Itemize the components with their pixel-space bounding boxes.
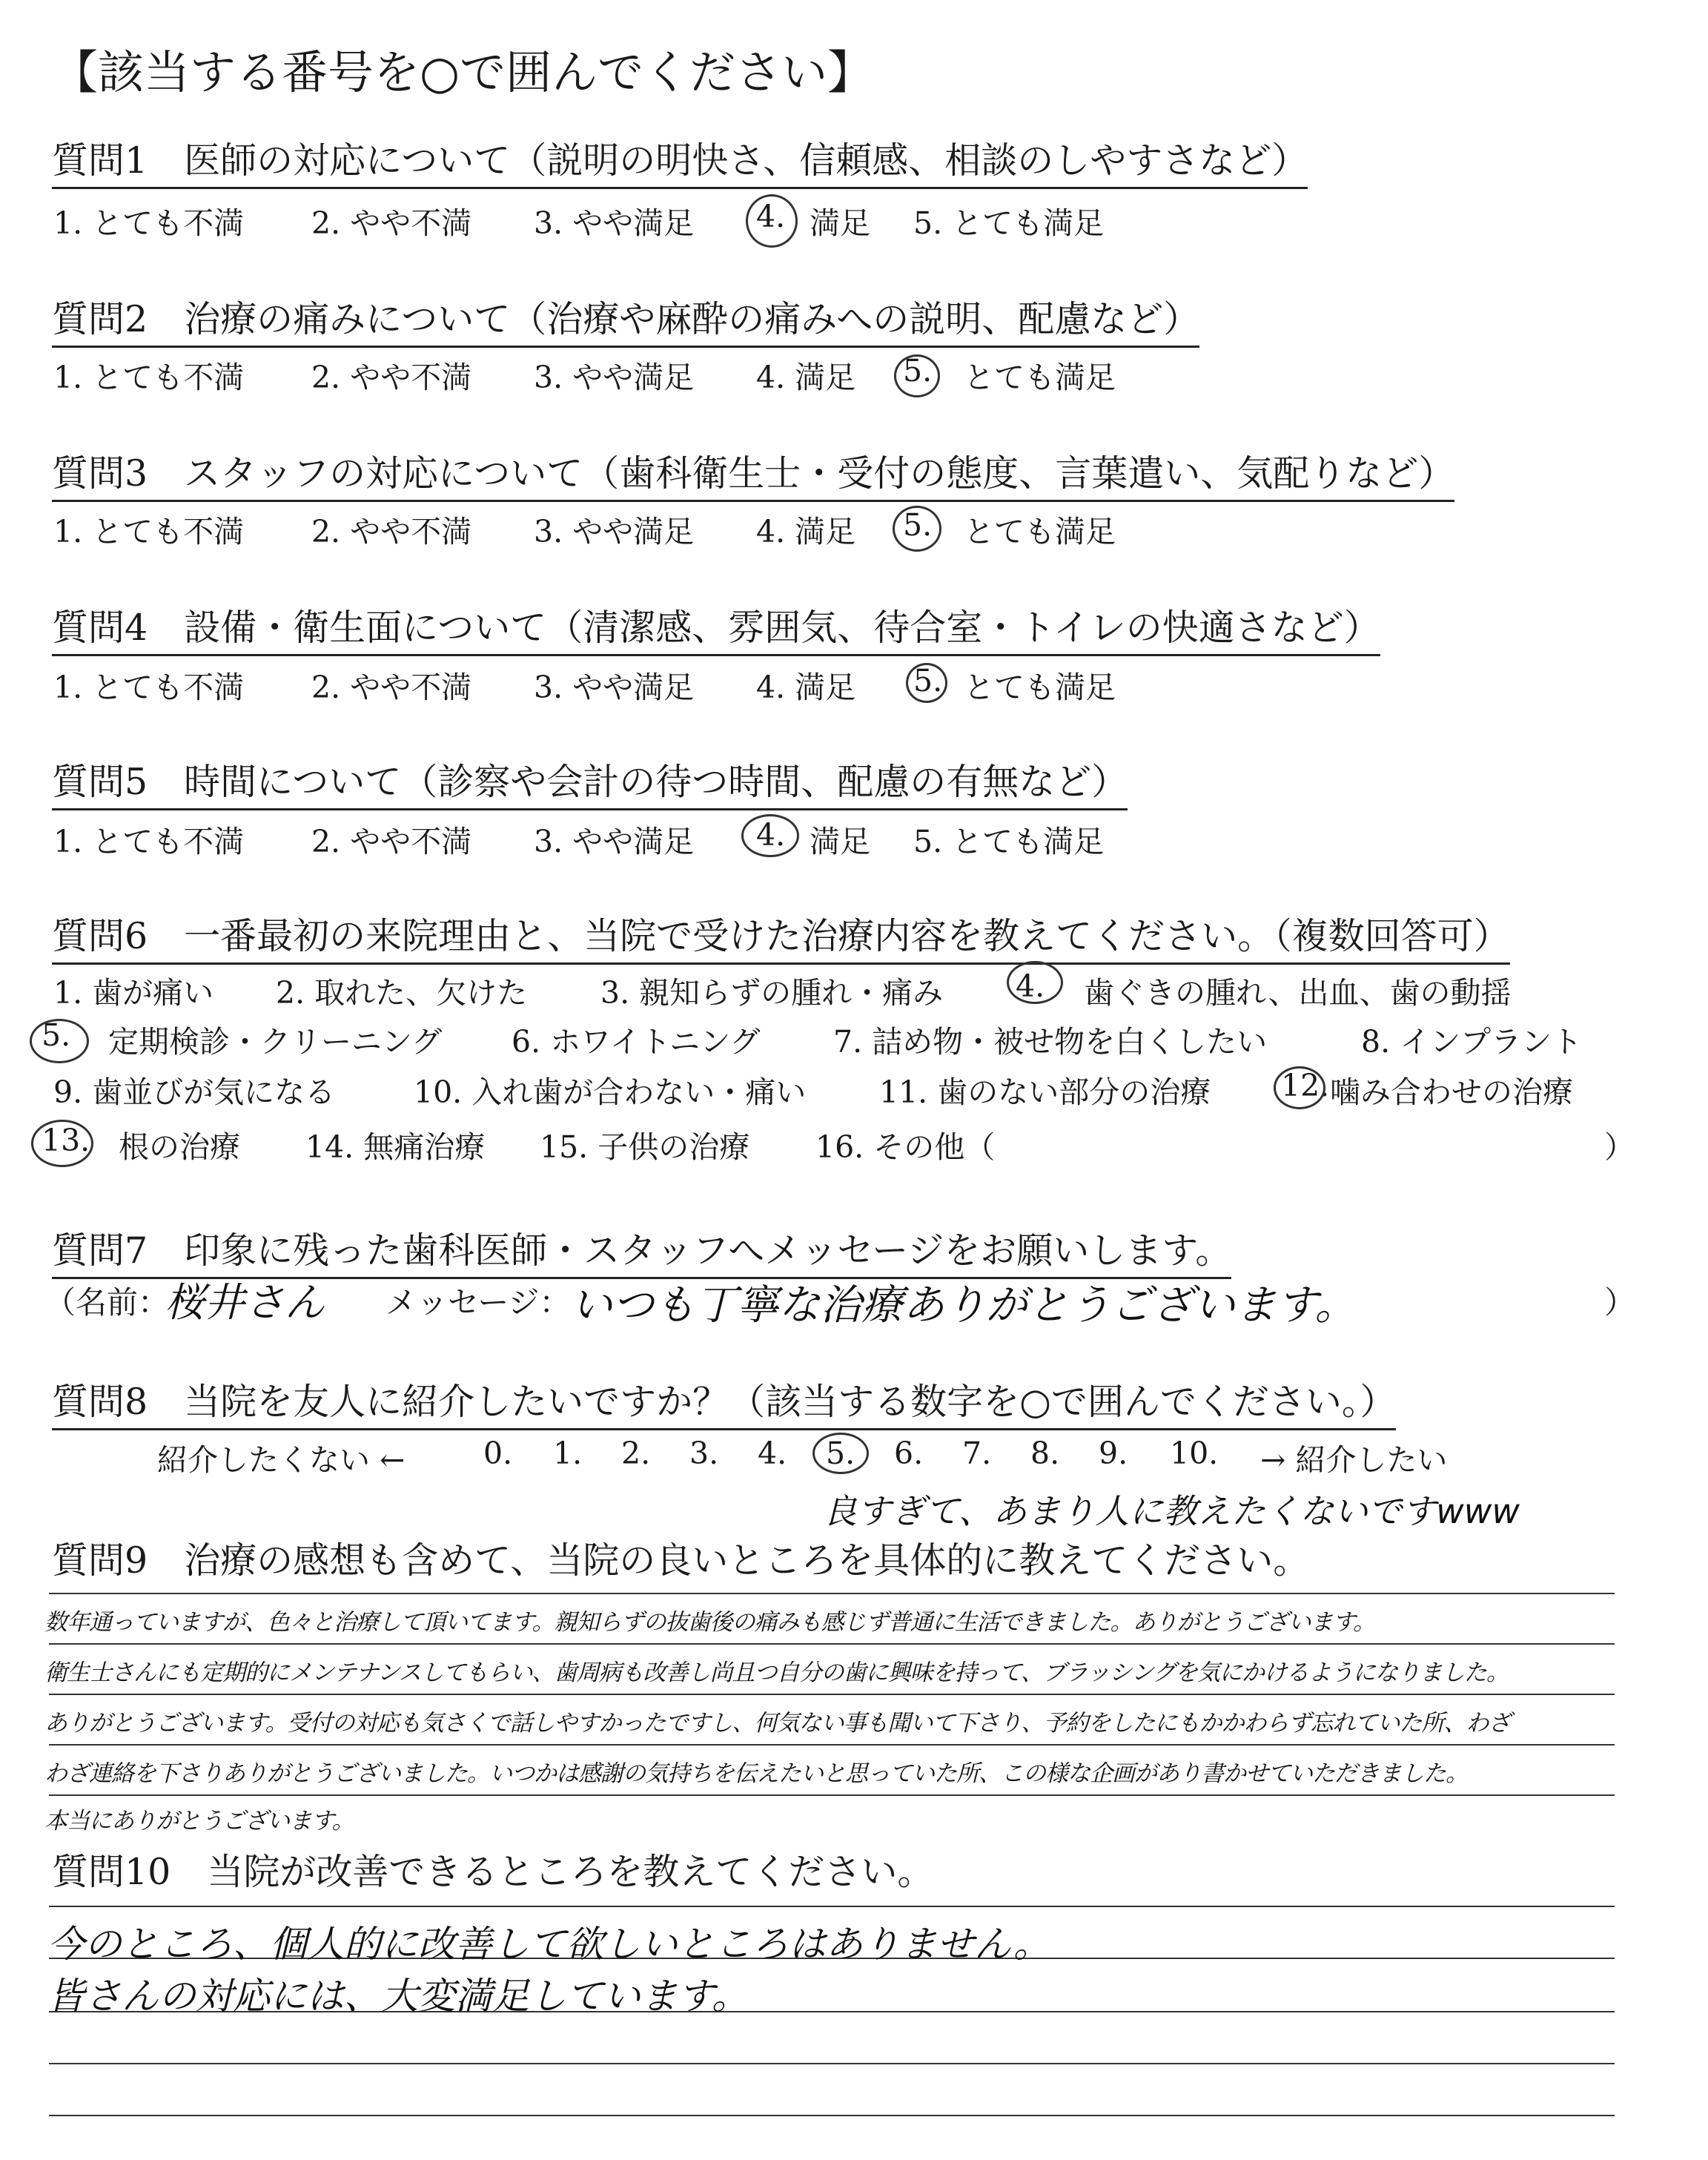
q6-option-13-label: 根の治療 xyxy=(119,1129,240,1165)
q1-option-5[interactable]: 5. とても満足 xyxy=(913,205,1105,241)
q3-option-5[interactable]: 5. xyxy=(903,507,933,543)
q8-score-8[interactable]: 8. xyxy=(1030,1436,1060,1471)
q6-option-9[interactable]: 9. 歯並びが気になる xyxy=(53,1074,336,1110)
q4-option-2[interactable]: 2. やや不満 xyxy=(311,670,472,705)
q9-answer-line-2[interactable]: 衛生士さんにも定期的にメンテナンスしてもらい、歯周病も改善し尚且つ自分の歯に興味を持って、ブラッシングを気にかけるようになりました。 xyxy=(44,1659,1509,1686)
q8-score-0[interactable]: 0. xyxy=(483,1436,513,1471)
q7-name-value[interactable]: 桜井さん xyxy=(165,1279,325,1326)
q1-heading: 質問1 医師の対応について（説明の明快さ、信頼感、相談のしやすさなど） xyxy=(52,132,1308,189)
q5-option-2[interactable]: 2. やや不満 xyxy=(311,824,472,859)
q6-option-10[interactable]: 10. 入れ歯が合わない・痛い xyxy=(414,1074,807,1110)
q4-selection-circle xyxy=(906,663,947,703)
q7-heading: 質問7 印象に残った歯科医師・スタッフへメッセージをお願いします。 xyxy=(52,1222,1231,1279)
q5-option-5[interactable]: 5. とても満足 xyxy=(913,824,1105,859)
q2-option-5-label: とても満足 xyxy=(964,360,1116,395)
q10-heading: 質問10 当院が改善できるところを教えてください。 xyxy=(52,1851,934,1893)
q9-rule-3 xyxy=(49,1694,1615,1695)
q3-option-1[interactable]: 1. とても不満 xyxy=(53,514,245,549)
q1-option-2[interactable]: 2. やや不満 xyxy=(311,205,472,241)
q6-selection-circle-12 xyxy=(1274,1066,1325,1109)
q6-option-5-label: 定期検診・クリーニング xyxy=(108,1024,443,1060)
q2-option-1[interactable]: 1. とても不満 xyxy=(53,360,245,395)
q9-rule-1 xyxy=(49,1593,1615,1594)
q9-rule-4 xyxy=(49,1744,1615,1745)
q1-option-1[interactable]: 1. とても不満 xyxy=(53,205,245,241)
q9-answer-line-4[interactable]: わざ連絡を下さりありがとうございました。いつかは感謝の気持ちを伝えたいと思っていた所、この様な企画があり書かせていただきました。 xyxy=(44,1760,1468,1787)
q5-selection-circle xyxy=(741,814,799,857)
q4-heading: 質問4 設備・衛生面について（清潔感、雰囲気、待合室・トイレの快適さなど） xyxy=(52,599,1380,656)
q4-option-5[interactable]: 5. xyxy=(913,663,943,698)
q8-score-1[interactable]: 1. xyxy=(553,1436,583,1471)
q10-answer-line-2[interactable]: 皆さんの対応には、大変満足しています。 xyxy=(47,1975,749,2018)
q2-option-2[interactable]: 2. やや不満 xyxy=(311,360,472,395)
q10-rule-5 xyxy=(49,2115,1615,2116)
q6-heading: 質問6 一番最初の来院理由と、当院で受けた治療内容を教えてください。（複数回答可） xyxy=(52,908,1510,965)
q8-score-6[interactable]: 6. xyxy=(894,1436,924,1471)
q5-option-4[interactable]: 4. xyxy=(756,817,786,853)
q6-option-4[interactable]: 4. xyxy=(1016,968,1045,1004)
q3-selection-circle xyxy=(893,506,941,552)
q4-option-4[interactable]: 4. 満足 xyxy=(756,670,856,705)
q8-score-3[interactable]: 3. xyxy=(689,1436,719,1471)
q6-option-13[interactable]: 13. xyxy=(42,1123,90,1158)
q6-option-8[interactable]: 8. インプラント xyxy=(1361,1024,1583,1060)
q6-selection-circle-5 xyxy=(30,1019,89,1063)
q6-option-12-label: 噛み合わせの治療 xyxy=(1330,1074,1573,1110)
q10-rule-4 xyxy=(49,2063,1615,2064)
q6-option-5[interactable]: 5. xyxy=(42,1017,71,1053)
q8-note[interactable]: 良すぎて、あまり人に教えたくないですwww xyxy=(823,1491,1520,1531)
q8-selection-circle xyxy=(812,1433,869,1474)
q9-answer-line-5[interactable]: 本当にありがとうございます。 xyxy=(44,1808,354,1834)
q10-answer-line-1[interactable]: 今のところ、個人的に改善して欲しいところはありません。 xyxy=(47,1923,1050,1966)
q8-left-label: 紹介したくない ← xyxy=(157,1442,406,1478)
q5-option-4-label: 満足 xyxy=(810,824,870,859)
q9-answer-line-3[interactable]: ありがとうございます。受付の対応も気さくで話しやすかったですし、何気ない事も聞いて下さり、予約をしたにもかかわらず忘れていた所、わざ xyxy=(44,1710,1511,1737)
q5-option-1[interactable]: 1. とても不満 xyxy=(53,824,245,859)
q7-message-value[interactable]: いつも丁寧な治療ありがとうございます。 xyxy=(571,1281,1357,1330)
q6-option-1[interactable]: 1. 歯が痛い xyxy=(53,975,214,1011)
q4-option-3[interactable]: 3. やや満足 xyxy=(534,670,695,705)
q10-rule-1 xyxy=(49,1906,1615,1907)
q6-selection-circle-4 xyxy=(1007,961,1063,1004)
q7-name-label: （名前： xyxy=(44,1284,170,1321)
q9-answer-line-1[interactable]: 数年通っていますが、色々と治療して頂いてます。親知らずの抜歯後の痛みも感じず普通に生活できました。ありがとうございます。 xyxy=(44,1609,1376,1636)
q2-option-3[interactable]: 3. やや満足 xyxy=(534,360,695,395)
q3-option-5-label: とても満足 xyxy=(964,514,1116,549)
q2-selection-circle xyxy=(894,354,940,397)
q4-option-1[interactable]: 1. とても不満 xyxy=(53,670,245,705)
q3-option-2[interactable]: 2. やや不満 xyxy=(311,514,472,549)
q6-other-close: ） xyxy=(1604,1129,1635,1165)
page-title: 【該当する番号を○で囲んでください】 xyxy=(52,45,874,99)
q5-heading: 質問5 時間について（診察や会計の待つ時間、配慮の有無など） xyxy=(52,753,1128,810)
q1-option-4-label: 満足 xyxy=(810,205,870,241)
q6-option-11[interactable]: 11. 歯のない部分の治療 xyxy=(879,1074,1211,1110)
q2-option-4[interactable]: 4. 満足 xyxy=(756,360,856,395)
q6-option-6[interactable]: 6. ホワイトニング xyxy=(512,1024,761,1060)
q5-option-3[interactable]: 3. やや満足 xyxy=(534,824,695,859)
q3-option-3[interactable]: 3. やや満足 xyxy=(534,514,695,549)
q6-option-7[interactable]: 7. 詰め物・被せ物を白くしたい xyxy=(833,1024,1268,1060)
q6-option-15[interactable]: 15. 子供の治療 xyxy=(540,1129,750,1165)
q6-option-14[interactable]: 14. 無痛治療 xyxy=(305,1129,486,1165)
q6-option-12[interactable]: 12. xyxy=(1281,1068,1330,1103)
q2-option-5[interactable]: 5. xyxy=(903,353,933,389)
q8-score-5[interactable]: 5. xyxy=(826,1436,855,1471)
q9-rule-5 xyxy=(49,1794,1615,1796)
q7-close: ） xyxy=(1604,1284,1636,1321)
q6-selection-circle-13 xyxy=(31,1120,93,1167)
q9-rule-2 xyxy=(49,1643,1615,1645)
q8-heading: 質問8 当院を友人に紹介したいですか？（該当する数字を○で囲んでください。） xyxy=(52,1373,1396,1430)
q8-score-7[interactable]: 7. xyxy=(962,1436,992,1471)
q2-heading: 質問2 治療の痛みについて（治療や麻酔の痛みへの説明、配慮など） xyxy=(52,291,1199,348)
q8-score-10[interactable]: 10. xyxy=(1170,1436,1219,1471)
q1-selection-circle xyxy=(746,194,798,248)
q9-heading: 質問9 治療の感想も含めて、当院の良いところを具体的に教えてください。 xyxy=(52,1539,1310,1582)
q8-score-2[interactable]: 2. xyxy=(621,1436,651,1471)
q6-option-2[interactable]: 2. 取れた、欠けた xyxy=(276,975,528,1011)
q8-score-9[interactable]: 9. xyxy=(1099,1436,1128,1471)
q8-right-label: → 紹介したい xyxy=(1260,1442,1448,1478)
q6-option-3[interactable]: 3. 親知らずの腫れ・痛み xyxy=(600,975,944,1011)
q1-option-3[interactable]: 3. やや満足 xyxy=(534,205,695,241)
q4-option-5-label: とても満足 xyxy=(964,670,1116,705)
q3-option-4[interactable]: 4. 満足 xyxy=(756,514,856,549)
q7-message-label: メッセージ： xyxy=(385,1284,571,1321)
q3-heading: 質問3 スタッフの対応について（歯科衛生士・受付の態度、言葉遣い、気配りなど） xyxy=(52,445,1454,502)
q1-option-4[interactable]: 4. xyxy=(756,199,786,234)
q6-option-4-label: 歯ぐきの腫れ、出血、歯の動揺 xyxy=(1084,975,1512,1011)
q8-score-4[interactable]: 4. xyxy=(758,1436,787,1471)
q6-option-16[interactable]: 16. その他（ xyxy=(815,1129,996,1165)
